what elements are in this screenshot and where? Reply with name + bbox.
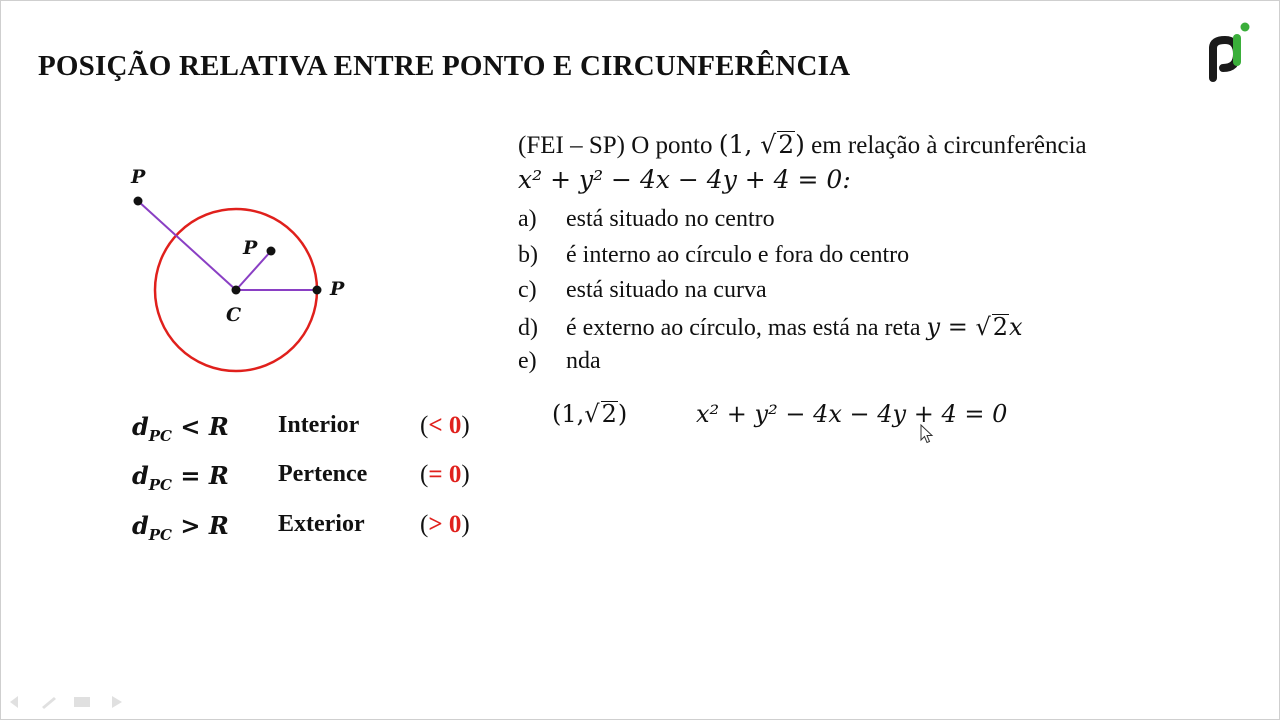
relation-expression: $d_{PC} < R$ — [132, 412, 229, 445]
prev-arrow-icon[interactable] — [10, 696, 18, 708]
logo-j-dot — [1241, 23, 1250, 32]
slide-title: POSIÇÃO RELATIVA ENTRE PONTO E CIRCUNFERÊNCIA — [38, 50, 851, 82]
relation-exterior — [132, 511, 492, 551]
option-c[interactable]: c) está situado na curva — [518, 277, 767, 303]
segment-outside — [138, 201, 236, 290]
relation-expression: $d_{PC} = R$ — [132, 461, 229, 494]
circle-diagram — [110, 160, 370, 390]
label-point-inside: P — [243, 237, 258, 259]
logo-j-stem — [1233, 34, 1241, 66]
relation-name: Pertence — [278, 461, 368, 487]
option-e[interactable]: e) nda — [518, 348, 601, 374]
question-intro: (FEI – SP) O ponto — [518, 132, 713, 159]
point-outside — [134, 197, 143, 206]
pen-icon[interactable] — [42, 697, 56, 709]
option-d[interactable]: d) é externo ao círculo, mas está na reta y = √2x — [518, 312, 1023, 341]
relation-interior — [132, 412, 492, 452]
brand-logo — [1205, 22, 1253, 86]
relation-expression: $d_{PC} > R$ — [132, 511, 229, 544]
point-on — [313, 286, 322, 295]
question-statement — [518, 128, 1218, 197]
label-center: C — [226, 304, 242, 326]
label-point-outside: P — [131, 166, 146, 188]
question-after-point: em relação à circunferência — [811, 132, 1087, 159]
work-point: (1,√2) — [552, 400, 628, 428]
relation-condition: (< 0) — [420, 412, 470, 439]
slideshow-toolbar[interactable] — [6, 694, 126, 710]
next-arrow-icon[interactable] — [112, 696, 122, 708]
relation-pertence — [132, 461, 492, 501]
label-point-on: P — [330, 278, 345, 300]
center-point — [232, 286, 241, 295]
relation-condition: (= 0) — [420, 461, 470, 488]
question-point: (1, √2) — [718, 130, 805, 159]
slides-icon[interactable] — [74, 697, 90, 707]
point-inside — [267, 247, 276, 256]
relation-name: Exterior — [278, 511, 365, 537]
question-equation: x² + y² − 4x − 4y + 4 = 0: — [518, 165, 851, 194]
answer-options — [518, 206, 1023, 384]
option-b[interactable]: b) é interno ao círculo e fora do centro — [518, 241, 910, 268]
mouse-cursor-icon — [920, 424, 934, 444]
relation-condition: (> 0) — [420, 511, 470, 538]
option-a[interactable]: a) está situado no centro — [518, 206, 775, 232]
relation-name: Interior — [278, 412, 360, 438]
work-equation: x² + y² − 4x − 4y + 4 = 0 — [696, 400, 1008, 428]
